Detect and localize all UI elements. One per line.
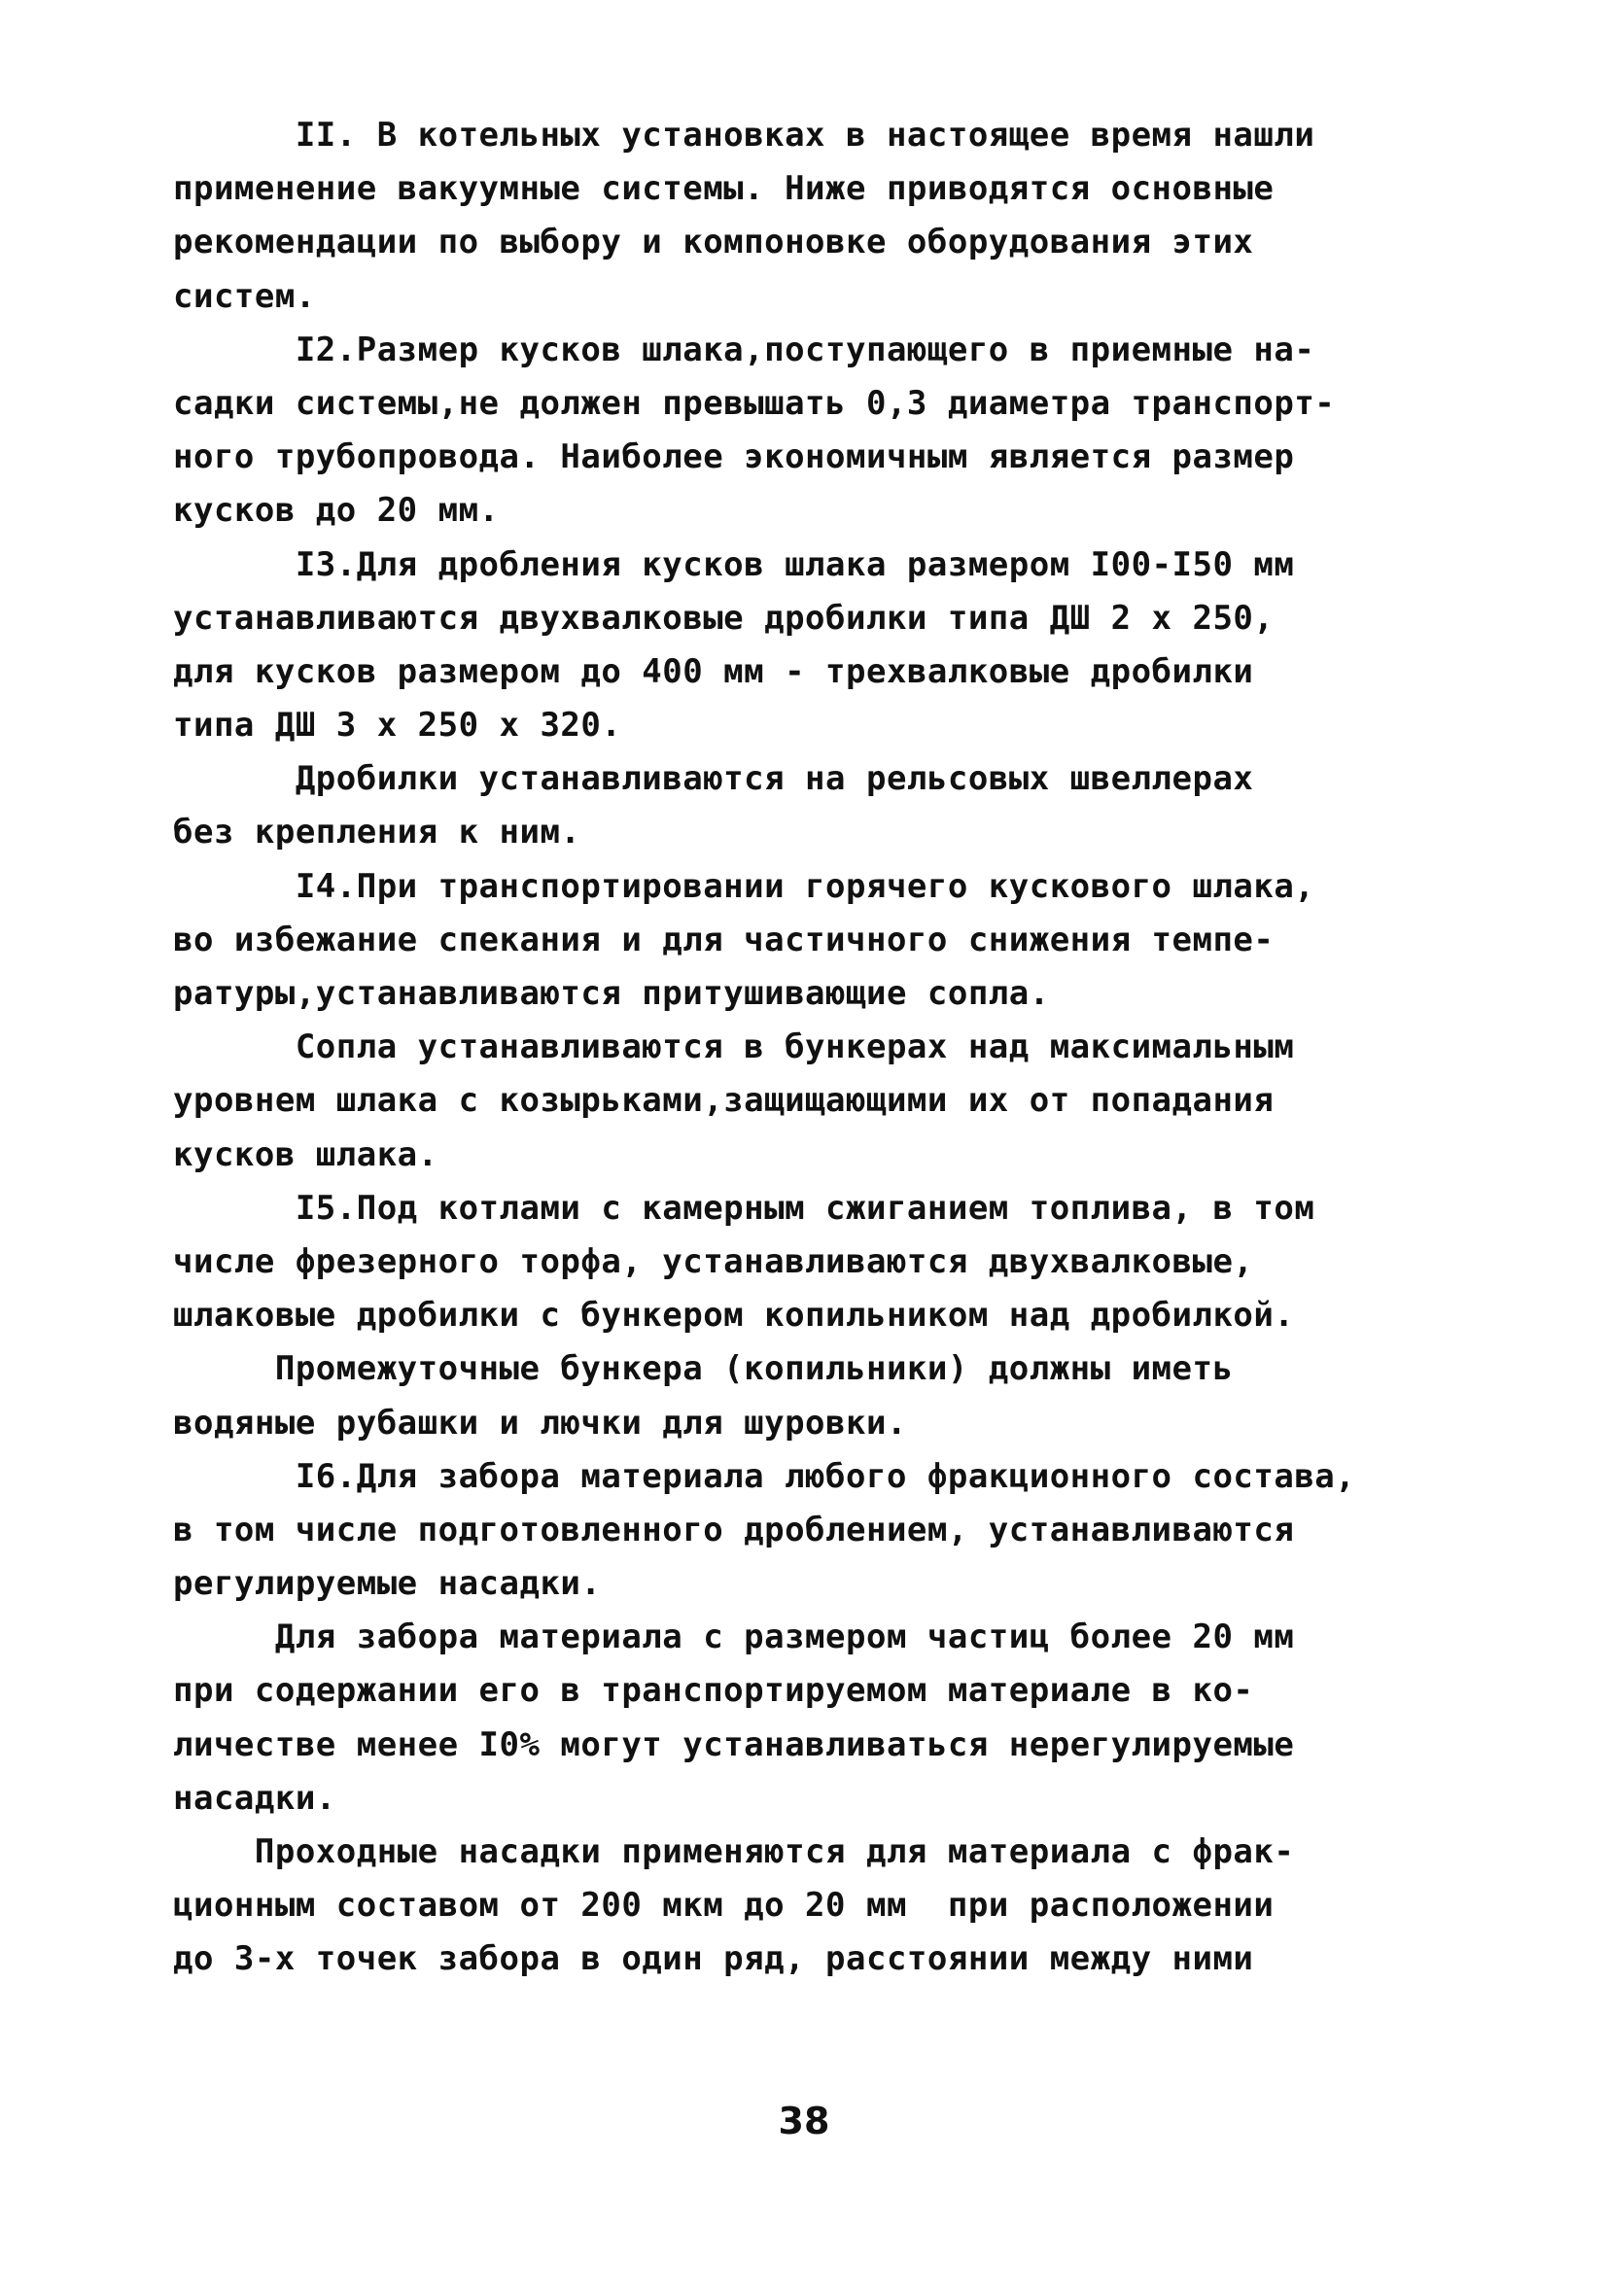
text-line: устанавливаются двухвалковые дробилки типа ДШ 2 х 250, (173, 598, 1275, 638)
text-line: во избежание спекания и для частичного снижения темпе- (173, 920, 1275, 959)
text-line: без крепления к ним. (173, 813, 581, 852)
text-line: I5.Под котлами с камерным сжиганием топлива, в том (173, 1188, 1315, 1228)
text-line: Дробилки устанавливаются на рельсовых швеллерах (173, 759, 1254, 799)
text-line: I2.Размер кусков шлака,поступающего в приемные на- (173, 330, 1315, 369)
text-line: до 3-х точек забора в один ряд, расстоянии между ними (173, 1939, 1254, 1979)
text-line: систем. (173, 276, 316, 316)
text-line: уровнем шлака с козырьками,защищающими их от попадания (173, 1081, 1275, 1121)
text-line: садки системы,не должен превышать 0,3 диаметра транспорт- (173, 383, 1336, 423)
page-number: 38 (778, 2100, 830, 2142)
text-line: Для забора материала с размером частиц более 20 мм (173, 1618, 1295, 1657)
text-line: числе фрезерного торфа, устанавливаются двухвалковые, (173, 1241, 1254, 1281)
body-text (173, 109, 1466, 1987)
text-line: водяные рубашки и лючки для шуровки. (173, 1403, 907, 1443)
text-line: кусков до 20 мм. (173, 491, 500, 531)
text-line: I6.Для забора материала любого фракционного состава, (173, 1456, 1356, 1496)
text-line: I4.При транспортировании горячего кускового шлака, (173, 866, 1315, 906)
text-line: ратуры,устанавливаются притушивающие сопла. (173, 974, 1050, 1013)
text-line: ного трубопровода. Наиболее экономичным является размер (173, 437, 1295, 477)
text-line: для кусков размером до 400 мм - трехвалковые дробилки (173, 651, 1254, 691)
text-line: кусков шлака. (173, 1134, 438, 1174)
text-line: рекомендации по выбору и компоновке оборудования этих (173, 223, 1254, 262)
text-line: в том числе подготовленного дроблением, устанавливаются (173, 1510, 1295, 1549)
text-line: личестве менее I0% могут устанавливаться нерегулируемые (173, 1724, 1295, 1764)
text-line: II. В котельных установках в настоящее время нашли (173, 116, 1315, 155)
text-line: применение вакуумные системы. Ниже приводятся основные (173, 169, 1275, 209)
text-line: шлаковые дробилки с бункером копильником над дробилкой. (173, 1296, 1295, 1336)
text-line: Проходные насадки применяются для материала с фрак- (173, 1832, 1295, 1871)
text-line: Сопла устанавливаются в бункерах над максимальным (173, 1027, 1295, 1067)
text-line: регулируемые насадки. (173, 1564, 602, 1604)
text-line: I3.Для дробления кусков шлака размером I00-I50 мм (173, 544, 1295, 584)
text-line: насадки. (173, 1778, 336, 1818)
text-line: типа ДШ 3 х 250 х 320. (173, 706, 622, 746)
text-line: Промежуточные бункера (копильники) должны иметь (173, 1349, 1234, 1389)
text-line: при содержании его в транспортируемом материале в ко- (173, 1671, 1254, 1711)
text-line: ционным составом от 200 мкм до 20 мм при расположении (173, 1886, 1275, 1926)
